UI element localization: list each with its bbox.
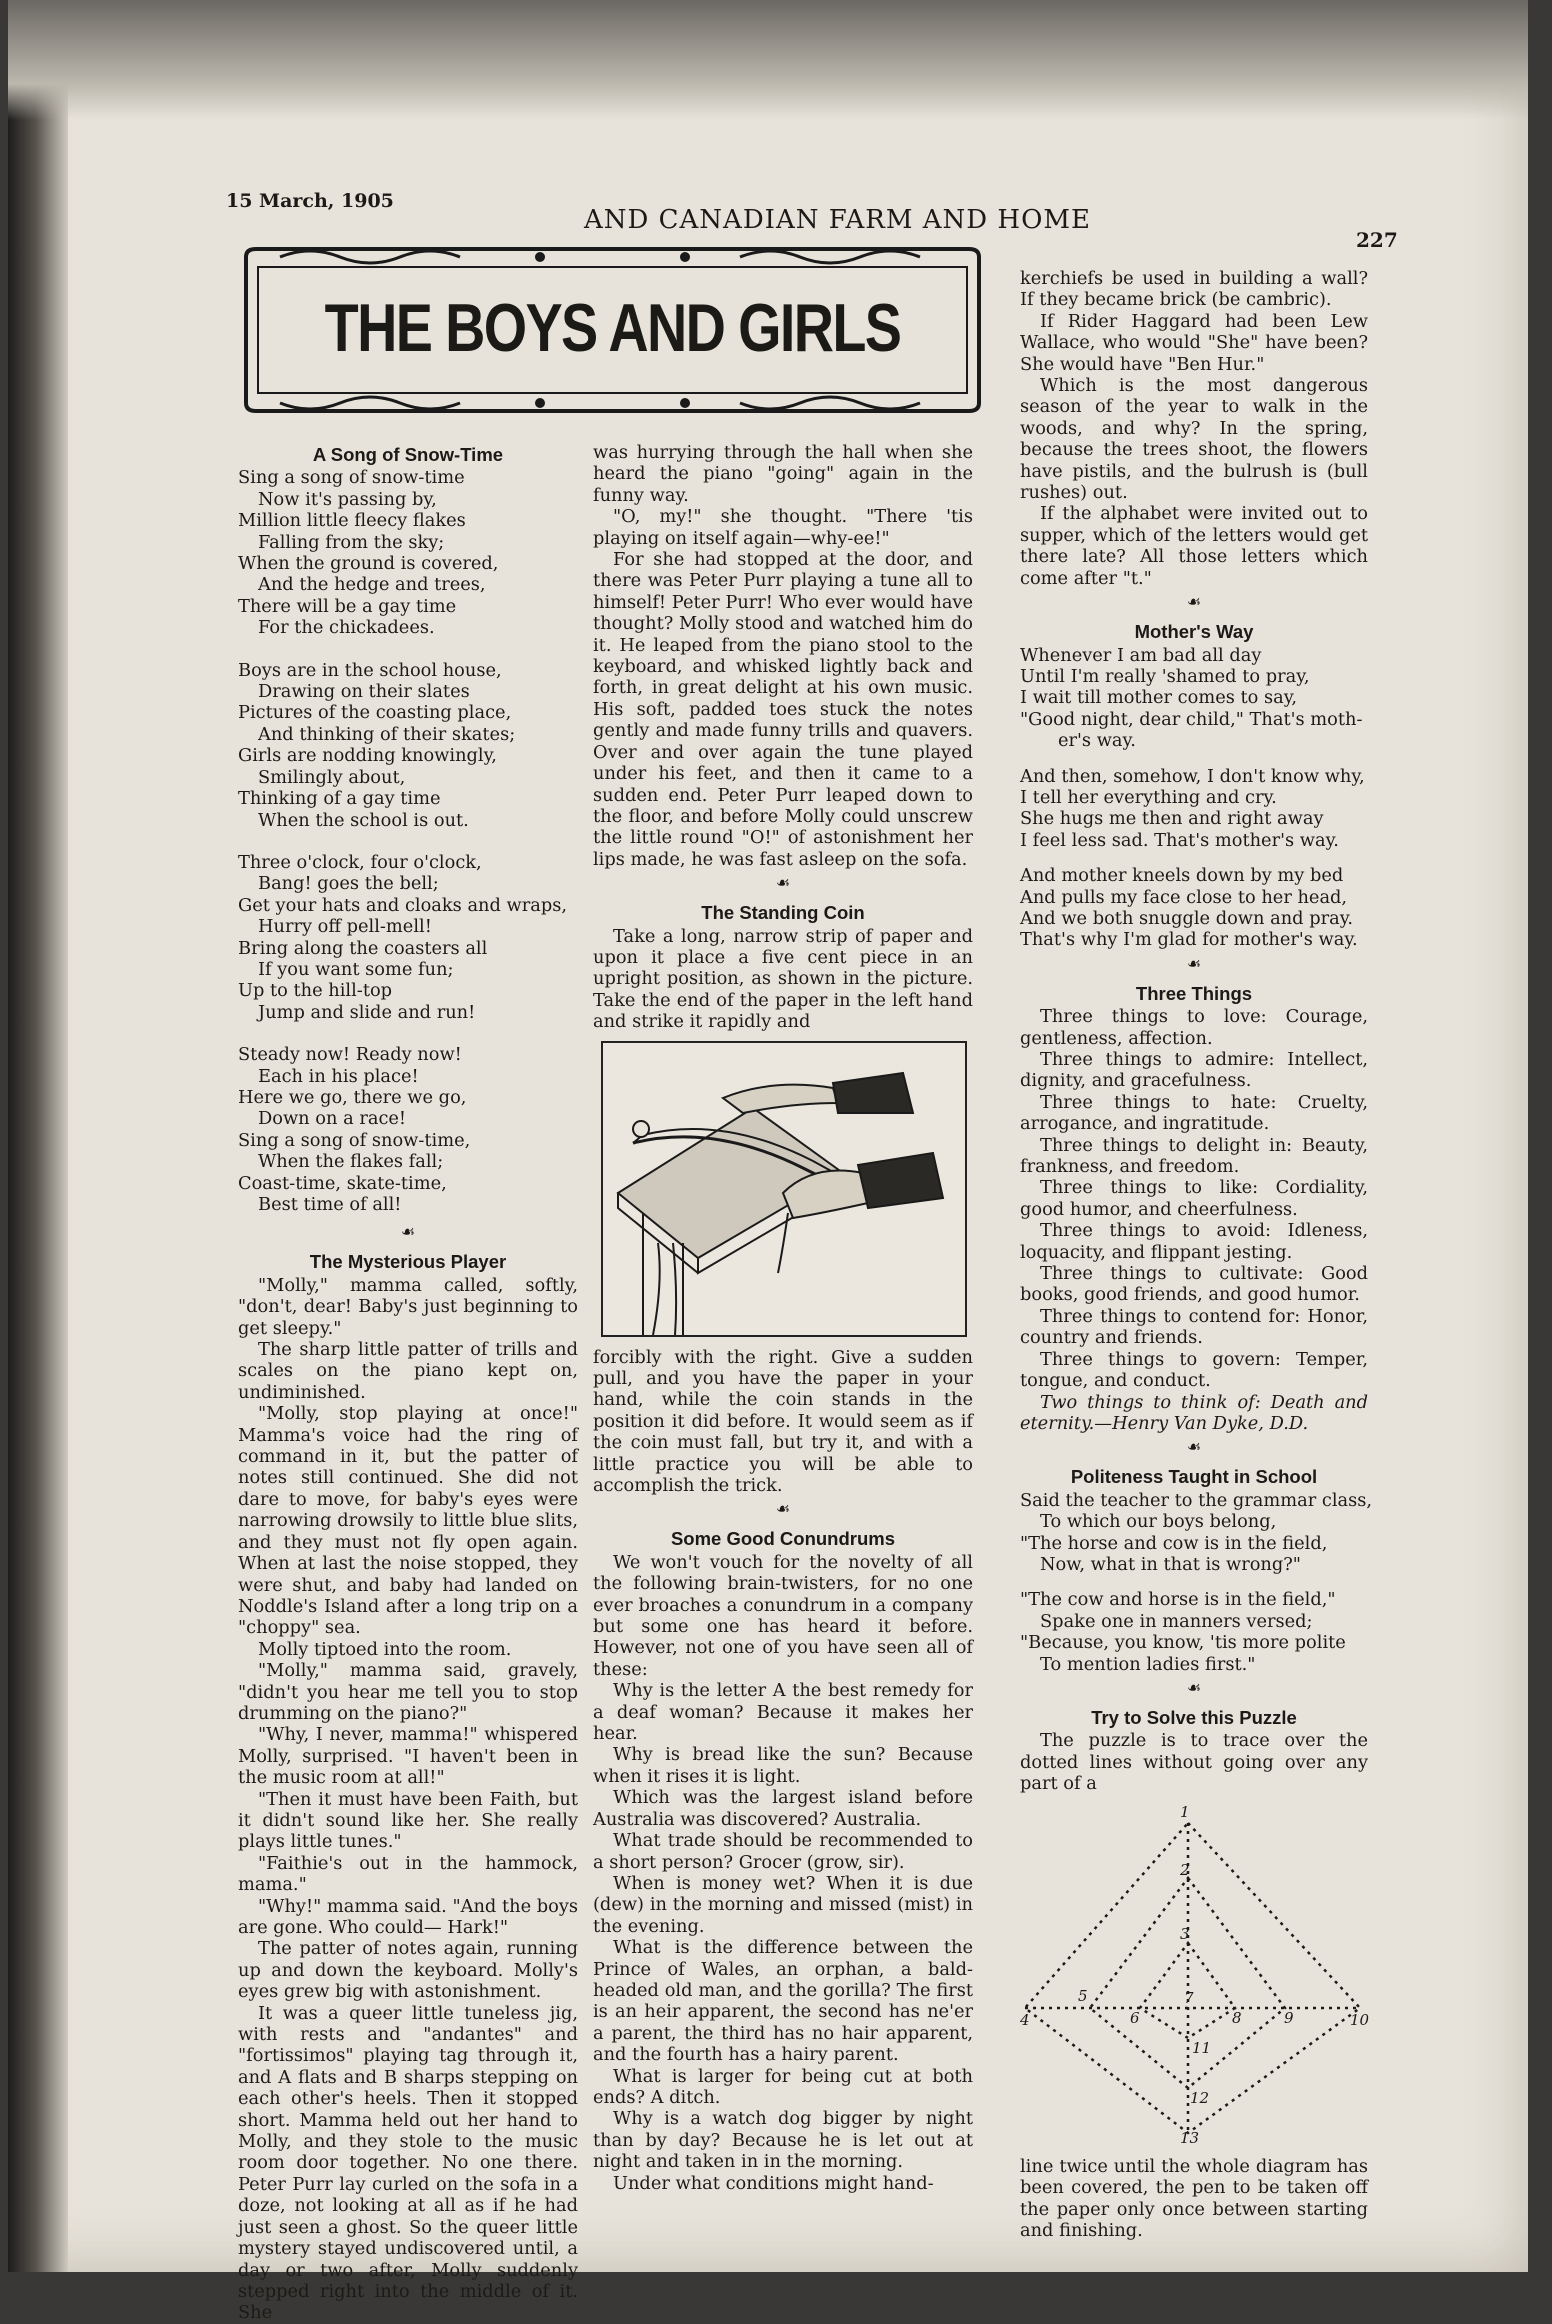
poem-line: To which our boys belong, — [1040, 1511, 1277, 1533]
paragraph: Three things to contend for: Honor, country and friends. — [1020, 1305, 1368, 1349]
poem-line: She hugs me then and right away — [1020, 808, 1324, 830]
puzzle-label: 13 — [1180, 2128, 1200, 2143]
paragraph: Three things to govern: Temper, tongue, and conduct. — [1020, 1348, 1368, 1392]
paragraph: Which is the most dangerous season of the year to walk in the woods, and why? In the spring, because the trees shoot, the flowers have pistils, and the bulrush is (bull rushes) out. — [1020, 375, 1368, 504]
poem-line: Get your hats and cloaks and wraps, — [238, 894, 568, 916]
poem-line: Girls are nodding knowingly, — [238, 745, 497, 767]
paragraph: "Faithie's out in the hammock, mama." — [238, 1852, 578, 1896]
poem-line: And pulls my face close to her head, — [1020, 886, 1348, 908]
poem-stanza — [238, 1044, 578, 1215]
section-heading: Try to Solve this Puzzle — [1091, 1706, 1297, 1728]
standing-coin-illustration — [601, 1041, 967, 1337]
issue-date: 15 March, 1905 — [226, 190, 394, 212]
poem-stanza — [1020, 766, 1368, 852]
puzzle-label: 5 — [1078, 1986, 1088, 2005]
poem-stanza — [238, 660, 578, 831]
puzzle-label: 11 — [1192, 2038, 1212, 2057]
poem-line: Smilingly about, — [258, 766, 406, 788]
section-title: THE BOYS AND GIRLS — [324, 290, 901, 366]
poem-line: Thinking of a gay time — [238, 788, 441, 810]
puzzle-label: 9 — [1284, 2008, 1294, 2027]
puzzle-label: 2 — [1180, 1860, 1190, 1879]
paragraph: "Molly, stop playing at once!" Mamma's voice had the ring of command in it, but the patter of notes still continued. She did not dare to move, for baby's eyes were narrowing drowsily to little blue slits, and they must not fly open again. When at last the noise stopped, they were shut, and baby had landed on Noddle's Island after a long trip on a "choppy" sea. — [238, 1403, 578, 1639]
paragraph: Molly tiptoed into the room. — [258, 1638, 512, 1660]
paragraph: It was a queer little tuneless jig, with rests and "andantes" and "fortissimos" playing tag through it, and A flats and B sharps stepping on each other's heels. Then it stopped short. Mamma held out her hand to Molly, and they stole to the music room door together. No one there. Peter Purr lay curled on the sofa in a doze, not looking at all as if he had just seen a ghost. So the queer little mystery stayed undiscovered until, a day or two after, Molly suddenly stepped right into the middle of it. She — [238, 2002, 578, 2324]
paragraph: "O, my!" she thought. "There 'tis playing on itself again—why-ee!" — [593, 506, 973, 549]
poem-line: Whenever I am bad all day — [1020, 644, 1262, 666]
paragraph: kerchiefs be used in building a wall? If they became brick (be cambric). — [1020, 268, 1368, 311]
paragraph: "Molly," mamma called, softly, "don't, dear! Baby's just beginning to get sleepy." — [238, 1274, 578, 1339]
paragraph: When is money wet? When it is due (dew) in the morning and missed (mist) in the evening. — [593, 1872, 973, 1937]
poem-line: Until I'm really 'shamed to pray, — [1020, 665, 1310, 687]
poem-line: To mention ladies first." — [1040, 1653, 1256, 1675]
section-heading: Three Things — [1135, 982, 1253, 1004]
scan-shadow — [8, 0, 1528, 120]
poem-title: A Song of Snow-Time — [312, 444, 504, 465]
section-heading: The Standing Coin — [701, 902, 865, 924]
poem-title: Mother's Way — [1134, 621, 1254, 643]
page — [8, 0, 1528, 2324]
poem-line: If you want some fun; — [258, 958, 454, 980]
paragraph: Three things to delight in: Beauty, frankness, and freedom. — [1020, 1134, 1368, 1178]
puzzle-label: 7 — [1184, 1988, 1194, 2007]
poem-line: I feel less sad. That's mother's way. — [1020, 829, 1339, 851]
poem-line: That's why I'm glad for mother's way. — [1020, 929, 1358, 951]
paragraph: "Molly," mamma said, gravely, "didn't you hear me tell you to stop drumming on the piano?" — [238, 1660, 578, 1724]
column-right — [1020, 268, 1373, 2242]
poem-stanza — [238, 852, 578, 1023]
poem-line: Drawing on their slates — [258, 681, 470, 703]
paragraph: forcibly with the right. Give a sudden pull, and you have the paper in your hand, while the coin stands in the position it did before. It would seem as if the coin must fall, but try it, and with a little practice you will be able to accomplish the trick. — [593, 1346, 973, 1496]
poem-line: Bring along the coasters all — [238, 937, 488, 959]
puzzle-label: 10 — [1350, 2010, 1370, 2029]
poem-stanza — [1020, 1589, 1368, 1675]
paragraph: "Why, I never, mamma!" whispered Molly, surprised. "I haven't been in the music room at all!" — [238, 1724, 578, 1789]
puzzle-label: 3 — [1180, 1924, 1190, 1943]
leaf-ornament-icon: ☙ — [1186, 592, 1202, 612]
poem-line: I wait till mother comes to say, — [1020, 687, 1298, 709]
poem-line: "The horse and cow is in the field, — [1020, 1532, 1328, 1554]
poem-line: And we both snuggle down and pray. — [1020, 907, 1354, 929]
poem-line: Up to the hill-top — [238, 980, 393, 1002]
poem-line: Spake one in manners versed; — [1040, 1610, 1313, 1632]
poem-line: Steady now! Ready now! — [238, 1044, 462, 1066]
page-number: 227 — [1356, 228, 1398, 252]
poem-line: Jump and slide and run! — [258, 1001, 476, 1023]
running-header: AND CANADIAN FARM AND HOME — [584, 205, 1091, 235]
section-banner — [240, 245, 985, 415]
poem-title: Politeness Taught in School — [1070, 1466, 1318, 1488]
poem-line: Three o'clock, four o'clock, — [238, 851, 482, 873]
puzzle-label: 4 — [1020, 2010, 1030, 2029]
leaf-ornament-icon: ☙ — [1186, 1677, 1202, 1697]
poem-line: "Because, you know, 'tis more polite — [1020, 1632, 1346, 1654]
poem-line: Boys are in the school house, — [238, 659, 502, 681]
puzzle-label: 12 — [1190, 2088, 1210, 2107]
poem-line: Hurry off pell-mell! — [258, 916, 432, 938]
paragraph: Three things to hate: Cruelty, arrogance, and ingratitude. — [1020, 1091, 1368, 1135]
poem-line: And thinking of their skates; — [258, 723, 516, 745]
puzzle-label: 1 — [1180, 1802, 1190, 1821]
paragraph: Three things to avoid: Idleness, loquacity, and flippant jesting. — [1020, 1220, 1368, 1263]
paragraph: line twice until the whole diagram has been covered, the pen to be taken off the paper only once between starting and finishing. — [1020, 2156, 1368, 2242]
poem-line: There will be a gay time — [238, 595, 457, 617]
poem-line: I tell her everything and cry. — [1020, 786, 1277, 808]
poem-line: When the school is out. — [258, 809, 469, 831]
puzzle-diagram — [1020, 1803, 1370, 2143]
poem-line: Pictures of the coasting place, — [238, 702, 512, 724]
poem-line: When the ground is covered, — [238, 553, 499, 575]
puzzle-label: 8 — [1232, 2008, 1242, 2027]
poem-stanza — [238, 467, 578, 638]
column-middle — [593, 442, 973, 2194]
paragraph: What is larger for being cut at both ends? A ditch. — [593, 2065, 973, 2108]
poem-stanza — [1020, 1489, 1373, 1576]
poem-line: Down on a race! — [258, 1108, 407, 1130]
column-left — [238, 436, 578, 2324]
paragraph: Three things to like: Cordiality, good humor, and cheerfulness. — [1020, 1177, 1368, 1220]
poem-line: And then, somehow, I don't know why, — [1020, 765, 1365, 787]
poem-line: When the flakes fall; — [258, 1151, 444, 1173]
poem-line: And the hedge and trees, — [258, 574, 486, 596]
poem-line: Now it's passing by, — [258, 488, 437, 510]
poem-line: Now, what in that is wrong?" — [1040, 1553, 1301, 1575]
poem-line: Sing a song of snow-time — [238, 467, 465, 489]
leaf-ornament-icon: ☙ — [400, 1222, 416, 1242]
poem-line: Sing a song of snow-time, — [238, 1129, 471, 1151]
paragraph: The patter of notes again, running up and down the keyboard. Molly's eyes grew big with astonishment. — [238, 1938, 578, 2003]
poem-line: "Good night, dear child," That's moth- — [1020, 708, 1363, 730]
paragraph: "Then it must have been Faith, but it didn't sound like her. She really plays little tunes." — [238, 1788, 578, 1853]
poem-stanza — [1020, 645, 1368, 752]
leaf-ornament-icon: ☙ — [775, 1499, 791, 1519]
coin-trick-drawing — [603, 1043, 965, 1335]
poem-line: Coast-time, skate-time, — [238, 1172, 447, 1194]
section-heading: Some Good Conundrums — [670, 1528, 896, 1550]
poem-line: Falling from the sky; — [258, 531, 445, 553]
paragraph: Which was the largest island before Australia was discovered? Australia. — [593, 1787, 973, 1830]
paragraph: Why is the letter A the best remedy for a deaf woman? Because it makes her hear. — [593, 1680, 973, 1745]
paragraph: was hurrying through the hall when she heard the piano "going" again in the funny way. — [593, 442, 973, 506]
paragraph: The sharp little patter of trills and scales on the piano kept on, undiminished. — [238, 1339, 578, 1403]
paragraph: Three things to cultivate: Good books, good friends, and good humor. — [1020, 1263, 1368, 1306]
poem-line: Here we go, there we go, — [238, 1086, 467, 1108]
paragraph: Under what conditions might hand- — [613, 2172, 934, 2194]
story-title: The Mysterious Player — [309, 1251, 507, 1273]
poem-line: "The cow and horse is in the field," — [1020, 1589, 1336, 1611]
paragraph: Three things to love: Courage, gentleness, affection. — [1020, 1006, 1368, 1049]
puzzle-label: 6 — [1130, 2008, 1140, 2027]
paragraph: For she had stopped at the door, and there was Peter Purr playing a tune all to himself! Peter Purr! Who ever would have thought? Molly stood and watched him do it. He leaped from the piano stool to the keyboard, and whisked lightly back and forth, in great delight at his own music. His soft, padded toes stuck the notes gently and made funny trills and quavers. Over and over again the tune played under his feet, and then it came to a sudden end. Peter Purr leaped down to the floor, and before Molly could unscrew the little round "O!" of astonishment her lips made, he was fast asleep on the sofa. — [593, 549, 973, 870]
poem-line: Million little fleecy flakes — [238, 510, 466, 532]
paragraph: If Rider Haggard had been Lew Wallace, who would "She" have been? She would have "Ben Hur." — [1020, 310, 1368, 375]
leaf-ornament-icon: ☙ — [1186, 953, 1202, 973]
paragraph: What is the difference between the Prince of Wales, an orphan, a bald-headed old man, and the gorilla? The first is an heir apparent, the second has ne'er a parent, the third has no hair apparent, and the fourth has a hairy parent. — [593, 1937, 973, 2066]
paragraph: Why is bread like the sun? Because when it rises it is light. — [593, 1744, 973, 1787]
leaf-ornament-icon: ☙ — [1186, 1437, 1202, 1457]
leaf-ornament-icon: ☙ — [775, 873, 791, 893]
poem-line: er's way. — [1058, 730, 1136, 752]
paragraph: We won't vouch for the novelty of all the following brain-twisters, for no one ever broaches a conundrum in a company but some one has heard it before. However, not one of you have seen all of these: — [593, 1551, 973, 1680]
poem-stanza — [1020, 865, 1368, 951]
poem-line: Best time of all! — [258, 1194, 402, 1215]
paragraph: "Why!" mamma said. "And the boys are gone. Who could— Hark!" — [238, 1895, 579, 1938]
poem-line: Bang! goes the bell; — [258, 873, 439, 895]
poem-line: For the chickadees. — [258, 617, 435, 639]
paragraph: If the alphabet were invited out to supper, which of the letters would get there late? All those letters which come after "t." — [1020, 503, 1368, 589]
paragraph: Two things to think of: Death and eternity.—Henry Van Dyke, D.D. — [1020, 1391, 1368, 1434]
poem-line: And mother kneels down by my bed — [1020, 865, 1344, 887]
poem-line: Said the teacher to the grammar class, — [1020, 1489, 1373, 1511]
paragraph: Three things to admire: Intellect, dignity, and gracefulness. — [1020, 1049, 1368, 1092]
paragraph: Take a long, narrow strip of paper and upon it place a five cent piece in an upright position, as shown in the picture. Take the end of the paper in the left hand and strike it rapidly and — [593, 925, 973, 1033]
paragraph: Why is a watch dog bigger by night than by day? Because he is let out at night and taken in in the morning. — [593, 2108, 973, 2173]
poem-line: Each in his place! — [258, 1065, 419, 1087]
book-spine-shadow — [8, 0, 68, 2272]
paragraph: What trade should be recommended to a short person? Grocer (grow, sir). — [593, 1830, 973, 1873]
paragraph: The puzzle is to trace over the dotted lines without going over any part of a — [1020, 1730, 1368, 1795]
